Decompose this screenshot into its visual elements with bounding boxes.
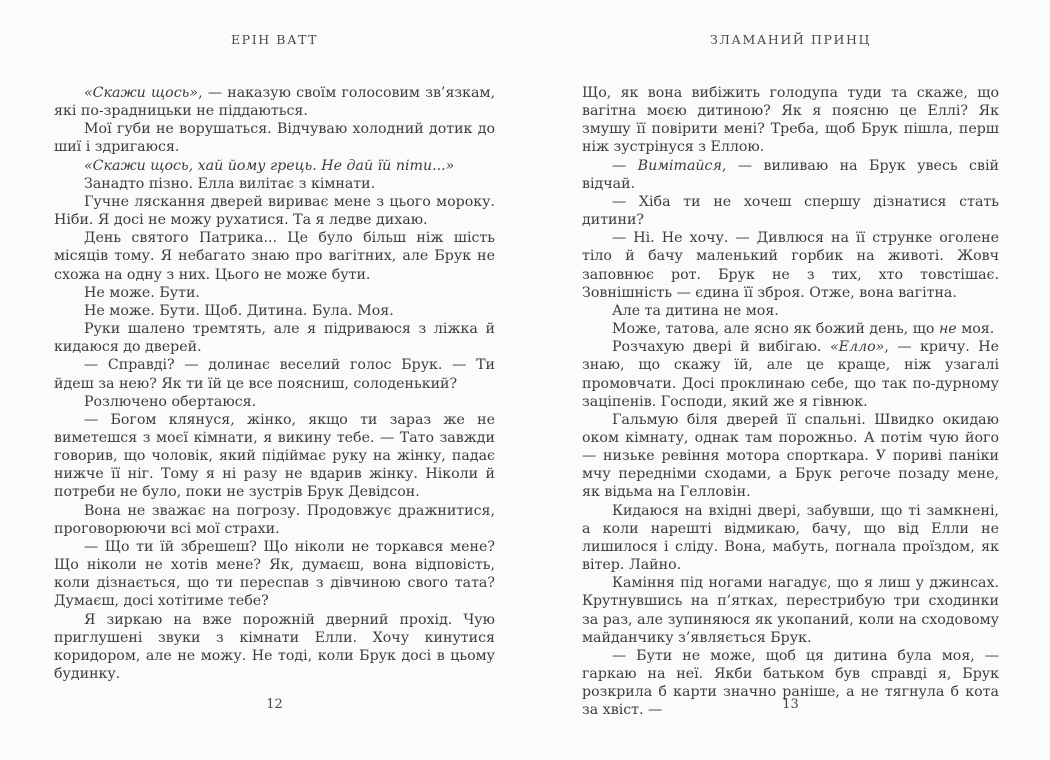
- page-number-left: 12: [266, 697, 283, 712]
- text-run: , — виливаю на Брук увесь свій відчай.: [582, 157, 999, 192]
- text-run: Мої губи не ворушаться. Відчуваю холодний дотик до шиї і здригаюся.: [54, 121, 495, 156]
- paragraph: [54, 193, 495, 229]
- text-run: — Бути не може, щоб ця дитина була моя, — гаркаю на неї. Якби батьком був справді я, Брук розкрила б карти значно раніше, а не тягнула б кота за хвіст. —: [582, 647, 999, 719]
- text-run: Розлючено обертаюся.: [84, 393, 257, 410]
- paragraph: [582, 193, 999, 229]
- paragraph: [54, 611, 495, 684]
- paragraph: [54, 84, 495, 120]
- text-run: Вона не зважає на погрозу. Продовжує дражнитися, проговорюючи всі мої страхи.: [54, 502, 495, 537]
- paragraph: [582, 302, 999, 320]
- paragraph: [54, 229, 495, 283]
- paragraph: [582, 157, 999, 193]
- paragraph: [582, 411, 999, 502]
- text-run: Гальмую біля дверей її спальні. Швидко окидаю оком кімнату, однак там порожньо. А потім чую його — низьке ревіння мотора спорткара. У пориві паніки мчу передніми сходами, а Брук регоче позаду мене, як відьма на Гелловін.: [582, 411, 999, 501]
- text-run: Не може. Бути. Щоб. Дитина. Була. Моя.: [84, 302, 394, 319]
- paragraph: [54, 411, 495, 502]
- text-run: Кидаюся на вхідні двері, забувши, що ті замкнені, а коли нарешті відмикаю, бачу, що від Елли не лишилося і сліду. Вона, мабуть, погнала проїздом, як вітер. Лайно.: [582, 502, 999, 574]
- paragraph: [582, 229, 999, 302]
- italic-text-run: Вимітайся: [637, 157, 722, 174]
- text-run: Розчахую двері й вибігаю.: [612, 339, 830, 356]
- text-run: Не може. Бути.: [84, 284, 200, 301]
- running-header-author: ЕРІН ВАТТ: [230, 32, 319, 47]
- paragraph: [54, 320, 495, 356]
- paragraph: [54, 502, 495, 538]
- text-run: — Справді? — долинає веселий голос Брук. — Ти йдеш за нею? Як ти їй це все поясниш, солоденький?: [54, 357, 495, 392]
- italic-text-run: «Елло»: [829, 339, 885, 356]
- text-run: , — кричу. Не знаю, що скажу їй, але це краще, ніж узагалі промовчати. Досі проклинаю себе, що так по-дурному заціпенів. Господи, який же я гівнюк.: [582, 339, 1000, 410]
- paragraph: [54, 302, 495, 320]
- italic-text-run: «Скажи щось, хай йому грець. Не дай їй піти...»: [84, 157, 455, 174]
- page-right-body: [582, 84, 999, 719]
- italic-text-run: не: [938, 321, 957, 338]
- text-run: —: [612, 157, 638, 174]
- paragraph: [54, 175, 495, 193]
- text-run: День святого Патрика... Це було більш ніж шість місяців тому. Я небагато знаю про вагітних, але Брук не схожа на одну з них. Цього не може бути.: [54, 230, 495, 283]
- paragraph: [582, 502, 999, 575]
- paragraph: [54, 356, 495, 392]
- text-run: — Що ти їй збрешеш? Що ніколи не торкався мене? Що ніколи не хотів мене? Як, думаєш, вона відповість, коли дізнається, що ти переспав з дівчиною свого тата? Думаєш, досі хотітиме тебе?: [54, 538, 495, 610]
- text-run: моя.: [956, 321, 995, 338]
- page-number-right: 13: [782, 697, 799, 712]
- paragraph: [54, 157, 495, 175]
- text-run: Я зиркаю на вже порожній дверний прохід. Чую приглушені звуки з кімнати Елли. Хочу кинутися коридором, але не можу. Не тоді, коли Брук досі в цьому будинку.: [54, 611, 495, 682]
- running-header-title: ЗЛАМАНИЙ ПРИНЦ: [709, 32, 872, 47]
- paragraph: [54, 538, 495, 611]
- text-run: Занадто пізно. Елла вилітає з кімнати.: [84, 175, 376, 192]
- text-run: Але та дитина не моя.: [612, 302, 779, 319]
- italic-text-run: «Скажи щось»: [84, 85, 199, 101]
- text-run: Гучне ляскання дверей вириває мене з цього мороку. Ніби. Я досі не можу рухатися. Та я ледве дихаю.: [54, 193, 495, 229]
- paragraph: [582, 84, 999, 157]
- text-run: — Хіба ти не хочеш спершу дізнатися стать дитини?: [582, 193, 999, 229]
- text-run: Може, татова, але ясно як божий день, що: [612, 321, 939, 338]
- text-run: Каміння під ногами нагадує, що я лиш у джинсах. Крутнувшись на п’ятках, перестрибую три сходинки за раз, але зупиняюся як укопаний, коли на сходовому майданчику з’являється Брук.: [582, 575, 999, 646]
- paragraph: [54, 120, 495, 156]
- paragraph: [582, 338, 999, 411]
- text-run: Руки шалено тремтять, але я підриваюся з ліжка й кидаюся до дверей.: [54, 321, 495, 356]
- paragraph: [582, 320, 999, 338]
- text-run: — Богом клянуся, жінко, якщо ти зараз же не виметешся з моєї кімнати, я викину тебе. — Тато завжди говорив, що чоловік, який підіймає руку на жінку, падає нижче її ніг. Тому я ні разу не вдарив жінку. Ніколи й потреби не було, поки не зустрів Брук Девідсон.: [54, 411, 495, 501]
- text-run: — Ні. Не хочу. — Дивлюся на її струнке оголене тіло й бачу маленький горбик на животі. Жовч заповнює рот. Брук не з тих, хто товстішає. Зовнішність — єдина її зброя. Отже, вона вагітна.: [582, 230, 999, 301]
- paragraph: [54, 284, 495, 302]
- paragraph: [582, 574, 999, 647]
- page-left-body: [54, 84, 495, 683]
- paragraph: [54, 393, 495, 411]
- text-run: Що, як вона вибіжить голодупа туди та скаже, що вагітна моєю дитиною? Як я поясню це Еллі? Як змушу її повірити мені? Треба, щоб Брук пішла, перш ніж зустрінуся з Еллою.: [582, 85, 999, 156]
- text-run: , — наказую своїм голосовим зв’язкам, які по-зрадницьки не піддаються.: [54, 85, 495, 120]
